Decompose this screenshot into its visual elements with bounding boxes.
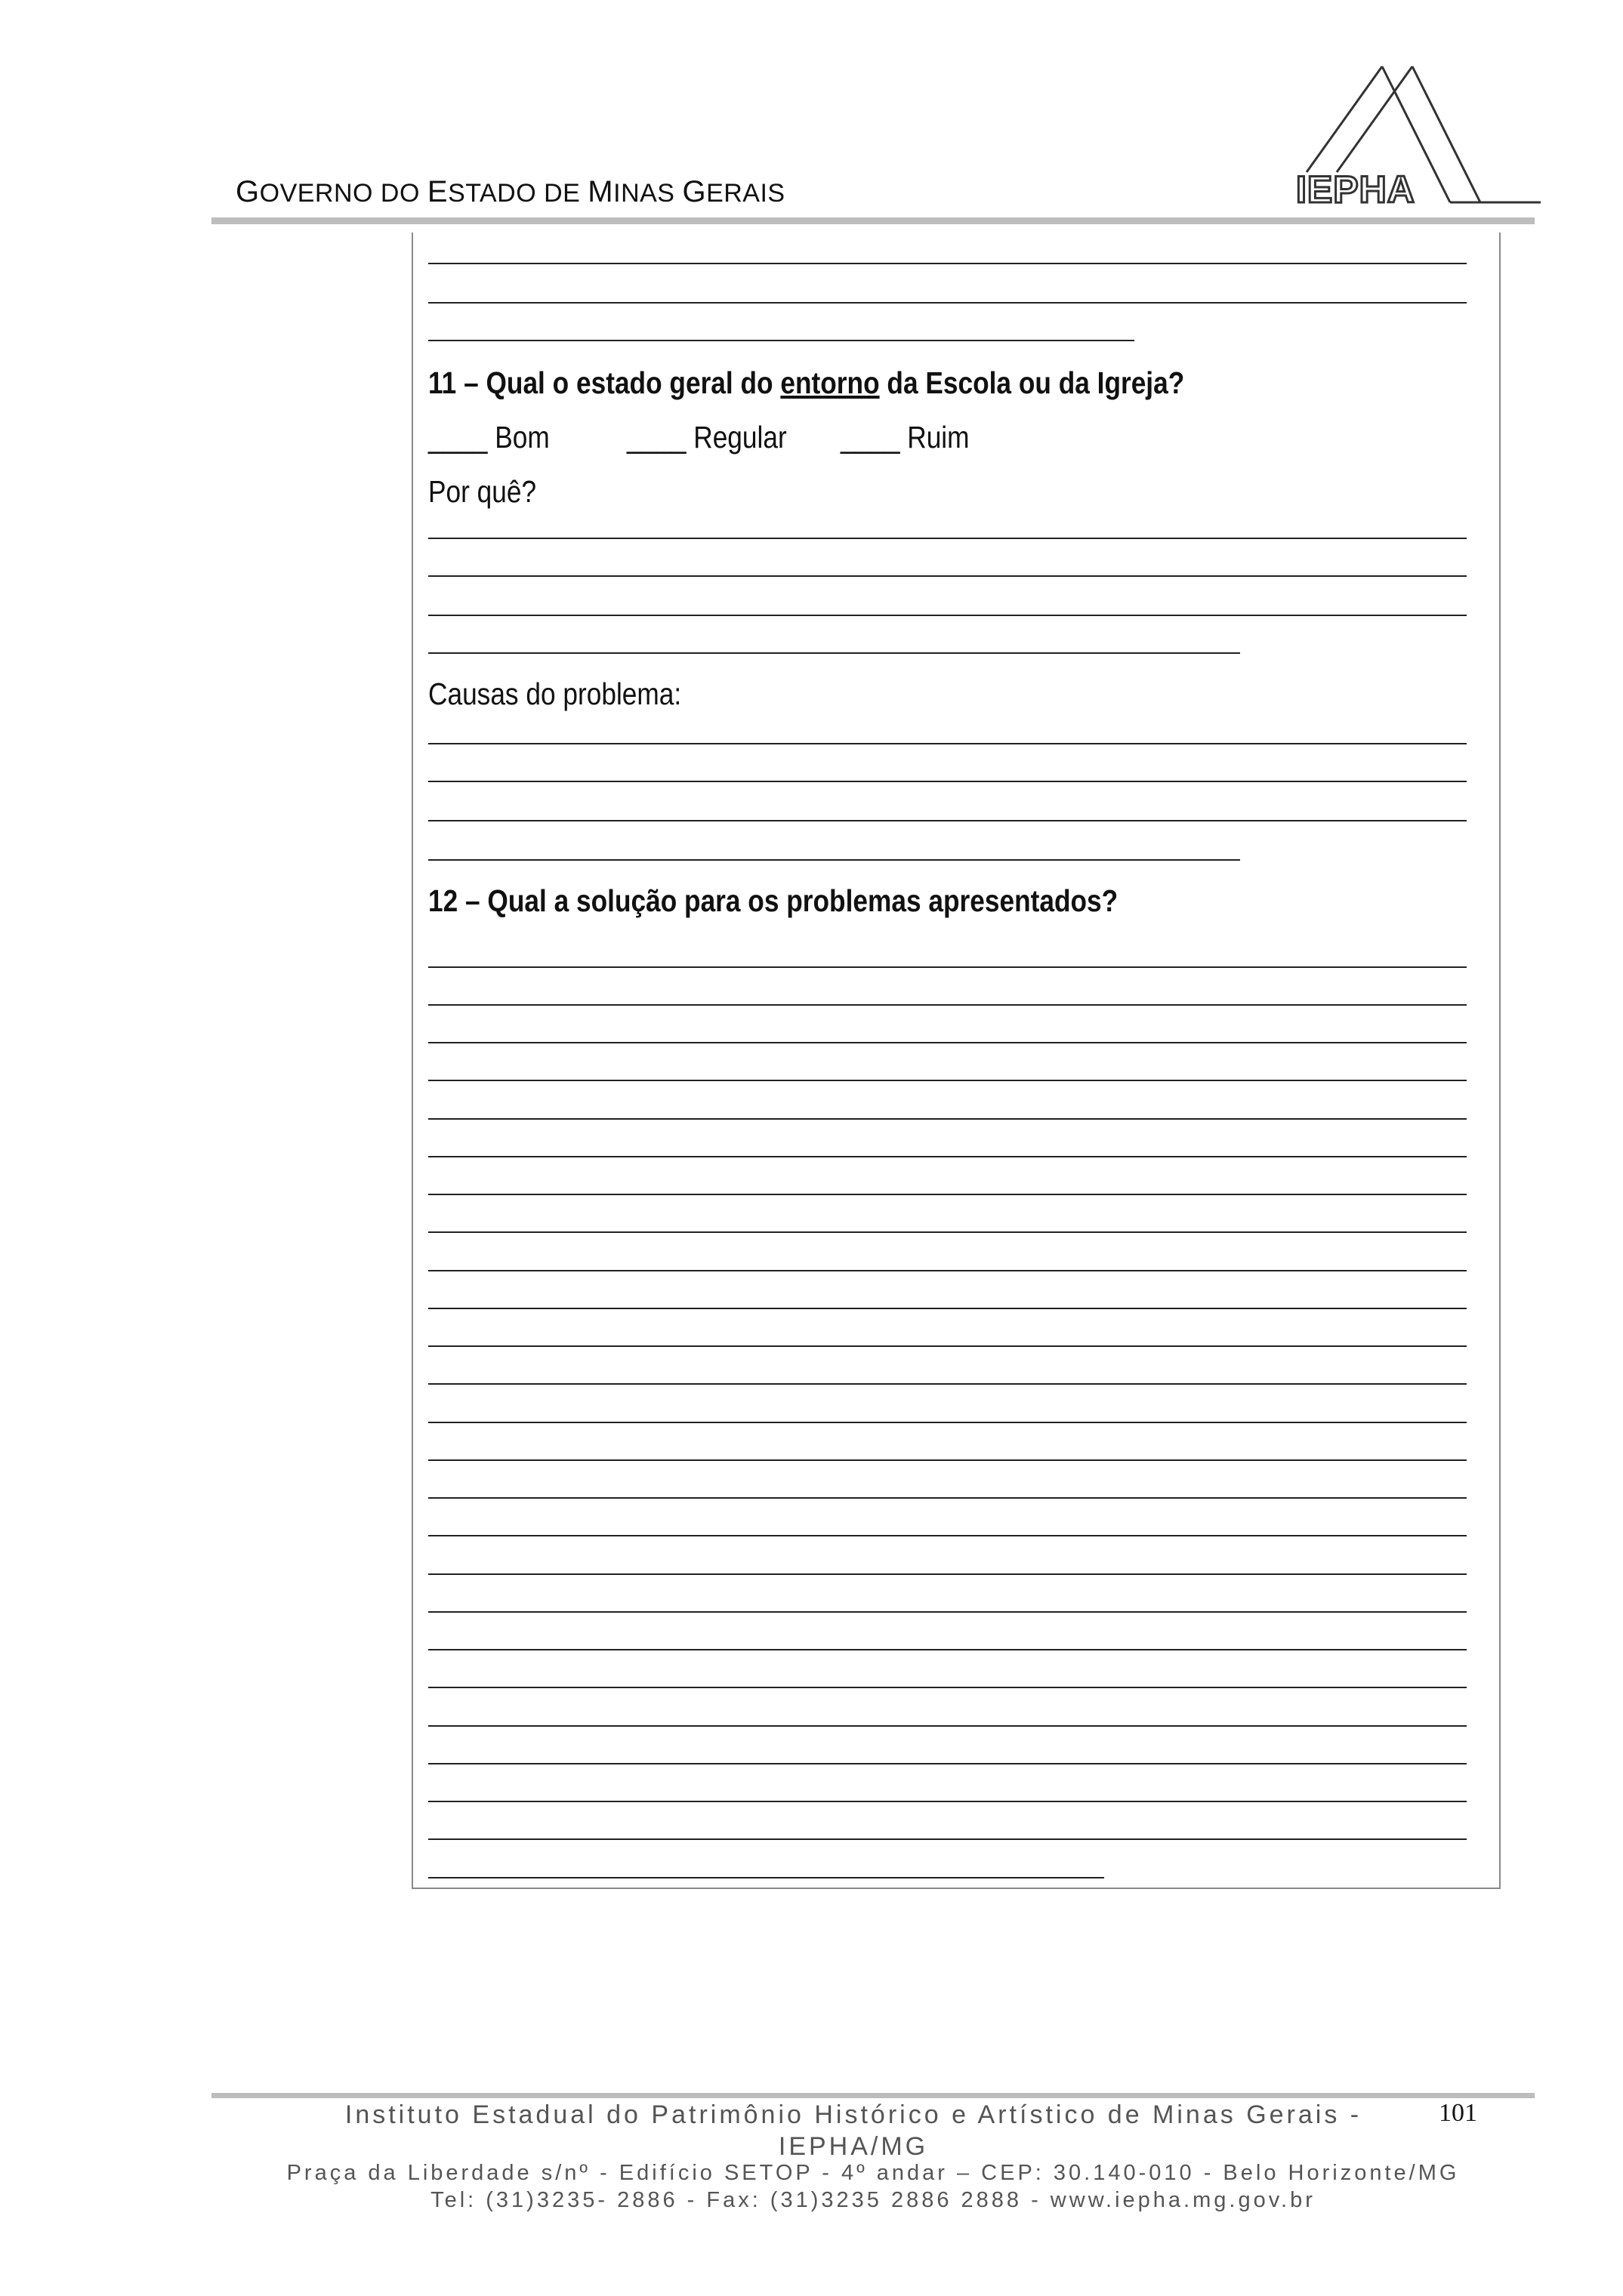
answer-line[interactable] <box>428 1270 1467 1271</box>
option-ruim[interactable]: ____ Ruim <box>841 420 970 455</box>
answer-line[interactable] <box>428 1383 1467 1385</box>
answer-line[interactable] <box>428 743 1467 744</box>
header-word: OVERNO DO <box>259 179 427 208</box>
form-frame <box>412 233 1501 1889</box>
answer-line[interactable] <box>428 575 1467 577</box>
logo-text: IEPHA <box>1296 168 1415 211</box>
answer-line[interactable] <box>428 1156 1467 1157</box>
answer-line[interactable] <box>428 1497 1467 1499</box>
answer-line[interactable] <box>428 1535 1467 1536</box>
header-letter: G <box>236 175 260 208</box>
header-word: STADO DE <box>448 179 588 208</box>
question-11-prefix: 11 – Qual o estado geral do <box>428 365 781 400</box>
answer-line[interactable] <box>428 1231 1467 1233</box>
answer-line[interactable] <box>428 615 1467 616</box>
footer-institute-line2: IEPHA/MG <box>778 2132 929 2161</box>
answer-line[interactable] <box>428 1194 1467 1195</box>
footer-institute-line1: Instituto Estadual do Patrimônio Histórico e Artístico de Minas Gerais - <box>344 2100 1362 2129</box>
footer-address: Praça da Liberdade s/nº - Edifício SETOP - 4º andar – CEP: 30.140-010 - Belo Horizonte/MG <box>286 2161 1460 2185</box>
option-regular[interactable]: ____ Regular <box>627 420 787 455</box>
answer-line[interactable] <box>428 1080 1467 1081</box>
answer-line[interactable] <box>428 859 1240 861</box>
header-word: ERAIS <box>706 179 785 208</box>
answer-line[interactable] <box>428 1611 1467 1613</box>
answer-line[interactable] <box>428 1422 1467 1423</box>
answer-line[interactable] <box>428 652 1240 654</box>
header-letter: E <box>427 175 449 208</box>
answer-line[interactable] <box>428 781 1467 782</box>
answer-line[interactable] <box>428 1459 1467 1461</box>
answer-line[interactable] <box>428 1649 1467 1650</box>
answer-line[interactable] <box>428 538 1467 539</box>
answer-line[interactable] <box>428 1308 1467 1309</box>
option-bom[interactable]: ____ Bom <box>428 420 550 455</box>
header-title <box>236 175 785 209</box>
footer-contact: Tel: (31)3235- 2886 - Fax: (31)3235 2886 2888 - www.iepha.mg.gov.br <box>430 2188 1316 2212</box>
footer-divider <box>211 2093 1535 2098</box>
causas-label: Causas do problema: <box>428 676 682 711</box>
answer-line[interactable] <box>428 302 1467 304</box>
header-divider <box>211 217 1535 224</box>
answer-line[interactable] <box>428 1725 1467 1727</box>
answer-line[interactable] <box>428 1801 1467 1802</box>
answer-line[interactable] <box>428 263 1467 264</box>
page-number: 101 <box>1439 2099 1477 2127</box>
answer-line[interactable] <box>428 1118 1467 1120</box>
answer-line[interactable] <box>428 340 1134 341</box>
answer-line[interactable] <box>428 1763 1467 1764</box>
answer-line[interactable] <box>428 1687 1467 1688</box>
answer-line[interactable] <box>428 1838 1467 1840</box>
question-11-suffix: da Escola ou da Igreja? <box>879 365 1185 400</box>
question-12: 12 – Qual a solução para os problemas apresentados? <box>428 883 1119 918</box>
header-letter: G <box>682 175 707 208</box>
answer-line[interactable] <box>428 1004 1467 1006</box>
answer-line[interactable] <box>428 1042 1467 1043</box>
answer-line[interactable] <box>428 1877 1104 1878</box>
answer-line[interactable] <box>428 820 1467 821</box>
por-que-label: Por quê? <box>428 474 537 509</box>
answer-line[interactable] <box>428 1345 1467 1347</box>
footer-institute <box>287 2099 1420 2162</box>
header-word: INAS <box>613 179 683 208</box>
footer-address-block <box>211 2159 1535 2214</box>
question-11-underlined: entorno <box>780 365 880 400</box>
header-letter: M <box>588 175 614 208</box>
question-11 <box>428 365 1184 401</box>
answer-line[interactable] <box>428 1573 1467 1575</box>
answer-line[interactable] <box>428 966 1467 968</box>
